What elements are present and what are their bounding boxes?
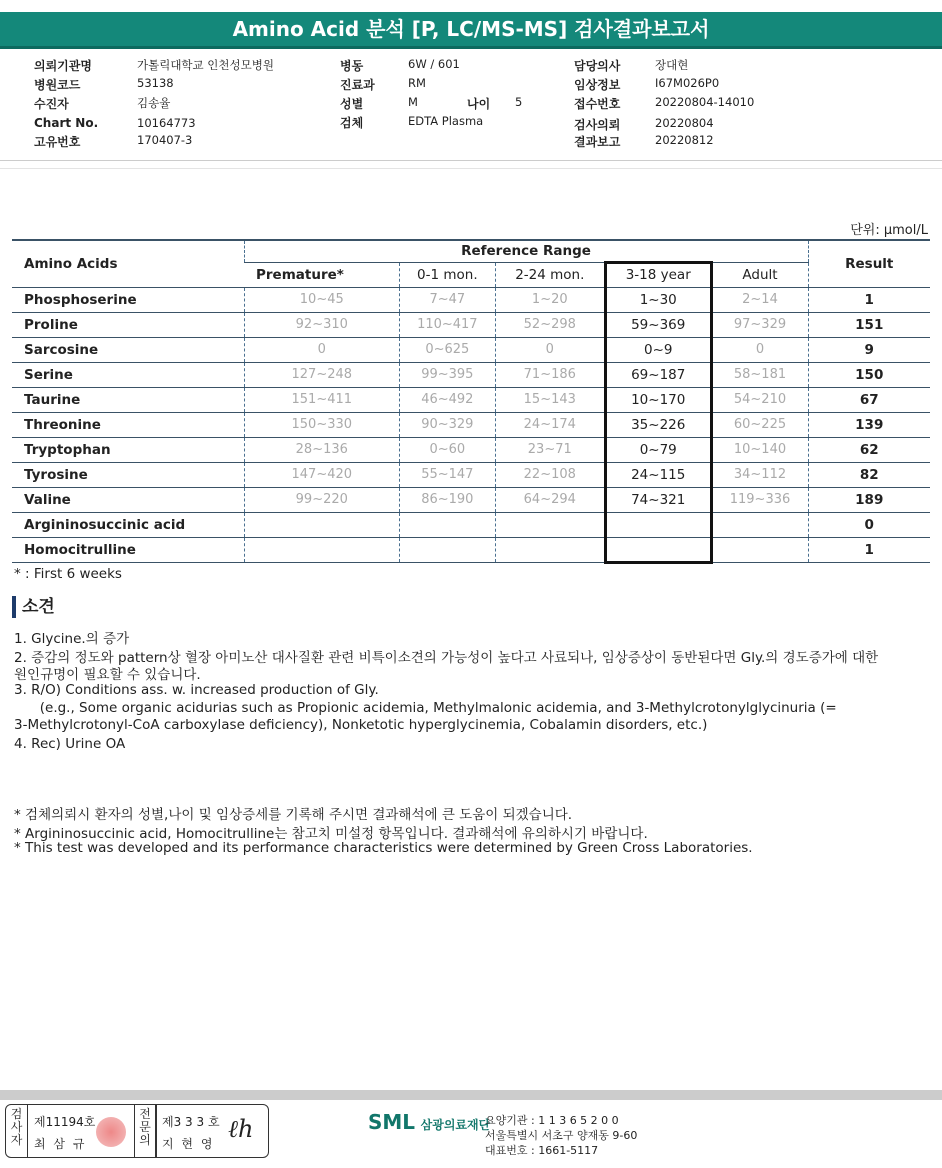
opinion-line: (e.g., Some organic acidurias such as Propionic acidemia, Methylmalonic acidemia, and 3-Methylcrotonylglycinuria (= <box>14 700 837 716</box>
reference-range: 0 <box>711 337 808 362</box>
reference-range: 64~294 <box>495 487 605 512</box>
table-row <box>12 437 930 462</box>
info-value: 가톨릭대학교 인천성모병원 <box>137 58 274 72</box>
reference-range: 99~220 <box>244 487 400 512</box>
info-label: 임상정보 <box>574 78 621 92</box>
result-value: 0 <box>808 512 930 537</box>
info-label: 병원코드 <box>34 78 81 92</box>
reference-range: 0~60 <box>400 437 496 462</box>
reference-range: 23~71 <box>495 437 605 462</box>
result-value: 151 <box>808 312 930 337</box>
reference-range <box>400 537 496 562</box>
reference-range <box>400 512 496 537</box>
reference-range: 0~625 <box>400 337 496 362</box>
reference-range: 151~411 <box>244 387 400 412</box>
phone: 대표번호 : 1661-5117 <box>485 1144 599 1157</box>
result-value: 1 <box>808 287 930 312</box>
info-value: 53138 <box>137 76 174 90</box>
table-row <box>12 337 930 362</box>
opinion-line: 3-Methylcrotonyl-CoA carboxylase deficiency), Nonketotic hyperglycinemia, Cobalamin disorders, etc.) <box>14 717 708 733</box>
info-label: 의뢰기관명 <box>34 59 92 73</box>
table-row <box>12 362 930 387</box>
info-value: EDTA Plasma <box>408 114 484 128</box>
info-value: M <box>408 95 418 109</box>
tester-label: 검 사 자 <box>6 1105 28 1157</box>
info-value: 20220804 <box>655 116 714 130</box>
amino-acid-name: Valine <box>12 487 244 512</box>
remark-line: * Argininosuccinic acid, Homocitrulline는 참고치 미설정 항목입니다. 결과해석에 유의하시기 바랍니다. <box>14 825 648 842</box>
reference-range: 10~170 <box>605 387 711 412</box>
info-value: 20220812 <box>655 133 714 147</box>
reference-range: 15~143 <box>495 387 605 412</box>
result-value: 9 <box>808 337 930 362</box>
info-label: 병동 <box>340 59 364 73</box>
sml-logo: SML 삼광의료재단 <box>368 1110 491 1134</box>
reference-range: 1~30 <box>605 287 711 312</box>
info-label: 결과보고 <box>574 135 621 149</box>
info-value: I67M026P0 <box>655 76 720 90</box>
reference-range: 59~369 <box>605 312 711 337</box>
reference-range <box>605 537 711 562</box>
reference-range: 99~395 <box>400 362 496 387</box>
header-amino-acids: Amino Acids <box>12 240 244 287</box>
institution-code: 요양기관 : 1 1 3 6 5 2 0 0 <box>485 1114 619 1127</box>
amino-acid-name: Threonine <box>12 412 244 437</box>
reference-range: 24~174 <box>495 412 605 437</box>
remark-line: * 검체의뢰시 환자의 성별,나이 및 임상증세를 기록해 주시면 결과해석에 큰 도움이 되겠습니다. <box>14 807 573 823</box>
info-label: 수진자 <box>34 97 69 111</box>
reference-range: 28~136 <box>244 437 400 462</box>
table-row <box>12 387 930 412</box>
specialist-name: 지 현 영 <box>162 1137 215 1151</box>
range-header: Adult <box>711 262 808 287</box>
reference-range: 0 <box>495 337 605 362</box>
report-title: Amino Acid 분석 [P, LC/MS-MS] 검사결과보고서 <box>0 12 942 46</box>
info-label: 성별 <box>340 97 364 111</box>
reference-range: 1~20 <box>495 287 605 312</box>
opinion-heading: 소견 <box>12 596 55 618</box>
reference-range <box>495 537 605 562</box>
info-value: RM <box>408 76 426 90</box>
info-value: 김송율 <box>137 96 171 110</box>
opinion-line: 3. R/O) Conditions ass. w. increased production of Gly. <box>14 682 379 698</box>
info-label: Chart No. <box>34 116 99 130</box>
age-label: 나이 <box>467 97 491 111</box>
reference-range: 46~492 <box>400 387 496 412</box>
amino-acid-name: Phosphoserine <box>12 287 244 312</box>
header-result: Result <box>808 240 930 287</box>
specialist-license: 제3 3 3 호 <box>162 1115 220 1129</box>
reference-range: 92~310 <box>244 312 400 337</box>
signature-box <box>5 1104 269 1158</box>
amino-acid-name: Proline <box>12 312 244 337</box>
info-value: 6W / 601 <box>408 57 460 71</box>
result-value: 139 <box>808 412 930 437</box>
table-row <box>12 487 930 512</box>
table-row <box>12 312 930 337</box>
reference-range: 71~186 <box>495 362 605 387</box>
amino-acid-name: Taurine <box>12 387 244 412</box>
reference-range: 54~210 <box>711 387 808 412</box>
address: 서울특별시 서초구 양재동 9-60 <box>485 1129 638 1142</box>
reference-range: 58~181 <box>711 362 808 387</box>
reference-range <box>244 512 400 537</box>
reference-range: 10~140 <box>711 437 808 462</box>
footer-band <box>0 1090 942 1100</box>
reference-range: 69~187 <box>605 362 711 387</box>
reference-range: 147~420 <box>244 462 400 487</box>
range-header: 0-1 mon. <box>400 262 496 287</box>
reference-range: 0 <box>244 337 400 362</box>
range-header: 2-24 mon. <box>495 262 605 287</box>
result-value: 150 <box>808 362 930 387</box>
table-row <box>12 537 930 562</box>
reference-range <box>711 537 808 562</box>
reference-range: 34~112 <box>711 462 808 487</box>
reference-range: 22~108 <box>495 462 605 487</box>
info-label: 검체 <box>340 116 364 130</box>
reference-range: 86~190 <box>400 487 496 512</box>
result-value: 62 <box>808 437 930 462</box>
reference-range: 60~225 <box>711 412 808 437</box>
result-value: 67 <box>808 387 930 412</box>
info-label: 검사의뢰 <box>574 118 621 132</box>
reference-range: 119~336 <box>711 487 808 512</box>
reference-range: 0~79 <box>605 437 711 462</box>
title-underline <box>0 46 942 49</box>
footnote: * : First 6 weeks <box>14 566 122 582</box>
tester-license: 제11194호 <box>34 1115 96 1129</box>
amino-acid-name: Argininosuccinic acid <box>12 512 244 537</box>
reference-range: 110~417 <box>400 312 496 337</box>
info-label: 접수번호 <box>574 97 621 111</box>
unit-label: 단위: μmol/L <box>850 223 928 238</box>
info-value: 170407-3 <box>137 133 193 147</box>
reference-range: 127~248 <box>244 362 400 387</box>
specialist-label: 전 문 의 <box>134 1105 156 1157</box>
amino-acid-name: Serine <box>12 362 244 387</box>
reference-range: 74~321 <box>605 487 711 512</box>
table-row <box>12 287 930 312</box>
info-value: 10164773 <box>137 116 196 130</box>
header-reference-range: Reference Range <box>244 240 808 262</box>
reference-range: 7~47 <box>400 287 496 312</box>
reference-range <box>605 512 711 537</box>
reference-range: 35~226 <box>605 412 711 437</box>
opinion-line: 4. Rec) Urine OA <box>14 736 126 752</box>
reference-range: 2~14 <box>711 287 808 312</box>
divider <box>0 160 942 161</box>
result-value: 189 <box>808 487 930 512</box>
info-label: 고유번호 <box>34 135 81 149</box>
table-row <box>12 462 930 487</box>
result-value: 82 <box>808 462 930 487</box>
result-value: 1 <box>808 537 930 562</box>
signature: ℓh <box>228 1115 254 1143</box>
remark-line: * This test was developed and its performance characteristics were determined by Green Cross Laboratories. <box>14 840 753 856</box>
reference-range: 150~330 <box>244 412 400 437</box>
reference-range: 52~298 <box>495 312 605 337</box>
amino-acid-table <box>12 239 930 564</box>
reference-range <box>495 512 605 537</box>
reference-range: 90~329 <box>400 412 496 437</box>
range-header: Premature* <box>244 262 400 287</box>
info-label: 진료과 <box>340 78 375 92</box>
table-row <box>12 412 930 437</box>
amino-acid-name: Homocitrulline <box>12 537 244 562</box>
reference-range: 10~45 <box>244 287 400 312</box>
reference-range: 0~9 <box>605 337 711 362</box>
info-value: 20220804-14010 <box>655 95 755 109</box>
range-header: 3-18 year <box>605 262 711 287</box>
tester-name: 최 삼 규 <box>34 1137 87 1151</box>
opinion-line: 2. 증감의 정도와 pattern상 혈장 아미노산 대사질환 관련 비특이소견의 가능성이 높다고 사료되나, 임상증상이 동반된다면 Gly.의 경도증가에 대한 <box>14 650 879 666</box>
opinion-line: 1. Glycine.의 증가 <box>14 631 130 647</box>
amino-acid-name: Sarcosine <box>12 337 244 362</box>
reference-range <box>244 537 400 562</box>
info-label: 담당의사 <box>574 59 621 73</box>
amino-acid-name: Tyrosine <box>12 462 244 487</box>
opinion-line: 원인규명이 필요할 수 있습니다. <box>14 667 201 683</box>
info-value: 장대현 <box>655 58 689 72</box>
table-row <box>12 512 930 537</box>
age-value: 5 <box>515 95 523 109</box>
seal-stamp <box>96 1117 126 1147</box>
reference-range: 24~115 <box>605 462 711 487</box>
reference-range: 55~147 <box>400 462 496 487</box>
amino-acid-name: Tryptophan <box>12 437 244 462</box>
reference-range: 97~329 <box>711 312 808 337</box>
divider <box>0 168 942 169</box>
reference-range <box>711 512 808 537</box>
